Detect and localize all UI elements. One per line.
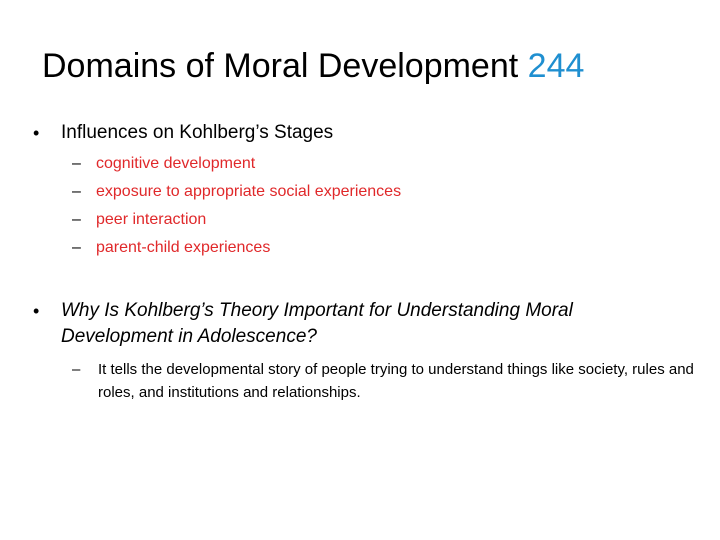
dash-marker: – <box>72 155 81 172</box>
dash-marker: – <box>72 239 81 256</box>
list-item-text: cognitive development <box>96 155 256 172</box>
list-item <box>72 178 401 206</box>
list-item-text: peer interaction <box>96 211 207 228</box>
bullet-marker: • <box>33 123 40 143</box>
list-item <box>72 206 401 234</box>
bullet-text: Why Is Kohlberg’s Theory Important for Understanding Moral Development in Adolescence? <box>61 300 573 347</box>
sub-item-text: It tells the developmental story of people trying to understand things like society, rules and roles, and institutions and relationships. <box>98 361 694 401</box>
list-item-text: parent-child experiences <box>96 239 271 256</box>
bullet-marker: • <box>33 301 40 321</box>
title-number: 244 <box>527 47 585 85</box>
dash-marker: – <box>72 361 81 378</box>
list-item-text: exposure to appropriate social experiences <box>96 183 402 200</box>
dash-marker: – <box>72 183 81 200</box>
slide-title <box>42 44 584 88</box>
bullet-influences <box>33 120 333 146</box>
list-item <box>72 234 401 262</box>
list-item <box>72 150 401 178</box>
bullet-why-important <box>33 298 693 350</box>
bullet-text: Influences on Kohlberg’s Stages <box>61 122 334 143</box>
influences-sub-list <box>72 150 401 262</box>
title-text: Domains of Moral Development <box>42 47 519 85</box>
why-important-sub-item <box>72 358 702 404</box>
dash-marker: – <box>72 211 81 228</box>
